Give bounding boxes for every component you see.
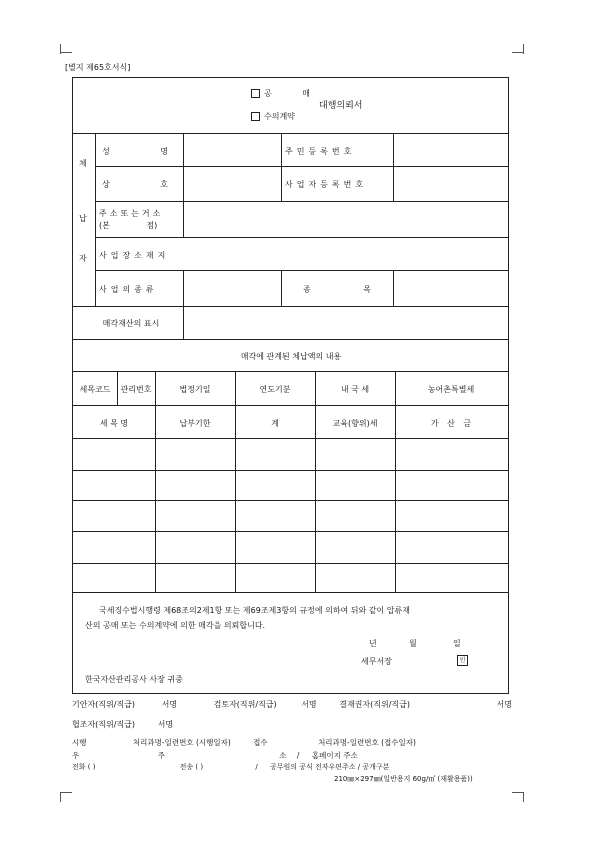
col-management-no: 관리번호 (120, 385, 152, 394)
property-label: 매각재산의 표시 (102, 319, 160, 328)
form-label: [별지 제65호서식] (65, 63, 131, 72)
crop-mark (60, 44, 61, 54)
footer-row2: 협조자(직위/직급) 서명 (72, 720, 174, 729)
col-statutory-date: 법정기일 (179, 385, 211, 394)
business-location-label: 사업장소재지 (99, 251, 170, 260)
recipient: 한국자산관리공사 사장 귀중 (85, 675, 183, 684)
request-text-line1: 국세징수법시행령 제68조의2제1항 또는 제69조제3항의 규정에 의하여 뒤와 같이 압류재 (99, 606, 410, 615)
checkbox-icon (251, 112, 260, 121)
address-sub-label: (본 점) (99, 221, 158, 230)
business-reg-no-label: 사업자등록번호 (285, 180, 368, 189)
checkbox-icon (251, 89, 260, 98)
crop-mark (60, 792, 72, 793)
request-form (72, 77, 509, 694)
col-total: 계 (271, 419, 279, 428)
col-due-date: 납부기한 (179, 419, 211, 428)
item-label: 종 목 (303, 285, 371, 294)
taxpayer-section-label: 자 (79, 254, 87, 263)
option-public-auction[interactable]: 공 매 (251, 88, 310, 99)
col-national-tax: 내 국 세 (340, 385, 370, 394)
col-education-tax: 교육(향위)세 (332, 419, 378, 428)
name-label: 성 명 (102, 147, 172, 156)
crop-mark (523, 792, 524, 802)
taxpayer-section-label: 납 (79, 214, 87, 223)
trade-name-label: 상 호 (102, 180, 172, 189)
crop-mark (60, 792, 61, 802)
crop-mark (60, 52, 72, 53)
footer-row3: 시행 처리과명-일련번호 (시행일자) 접수 처리과명-일련번호 (접수일자) (72, 738, 416, 747)
footer-row5: 전화 ( ) 전송 ( ) / 공무원의 공식 전자우편주소 / 공개구분 (72, 763, 390, 771)
resident-no-label: 주민등록번호 (285, 147, 356, 156)
paper-size: 210㎜×297㎜(일반용지 60g/㎡ (재활용품)) (334, 775, 473, 783)
office-head: 세무서장 (361, 657, 392, 666)
footer-row1: 기안자(직위/직급) 서명 검토자(직위/직급) 서명 결재권자(직위/직급) 서명 (72, 700, 512, 709)
page-title: 대행의뢰서 (319, 101, 363, 111)
business-type-label: 사업의종류 (99, 285, 158, 294)
date-month: 월 (409, 639, 417, 648)
col-penalty: 가 산 금 (430, 419, 472, 428)
col-rural-special-tax: 농어촌특별세 (427, 385, 475, 394)
date-year: 년 (369, 639, 377, 648)
request-text-line2: 산의 공매 또는 수의계약에 의한 매각을 의뢰합니다. (85, 621, 266, 630)
footer-row4: 우 주 소 / 홈페이지 주소 (72, 751, 358, 760)
date-day: 일 (453, 639, 461, 648)
col-tax-code: 세목코드 (79, 385, 111, 394)
seal-icon: 인 (457, 655, 468, 666)
col-tax-name: 세 목 명 (99, 419, 129, 428)
seal-mark (457, 655, 468, 666)
delinquent-section-label: 매각에 관계된 체납액의 내용 (240, 352, 342, 361)
address-label: 주소또는거소 (99, 209, 164, 218)
crop-mark (523, 44, 524, 54)
option-private-contract[interactable]: 수의계약 (251, 111, 295, 122)
taxpayer-section-label: 체 (79, 159, 87, 168)
col-year-period: 연도기분 (259, 385, 291, 394)
